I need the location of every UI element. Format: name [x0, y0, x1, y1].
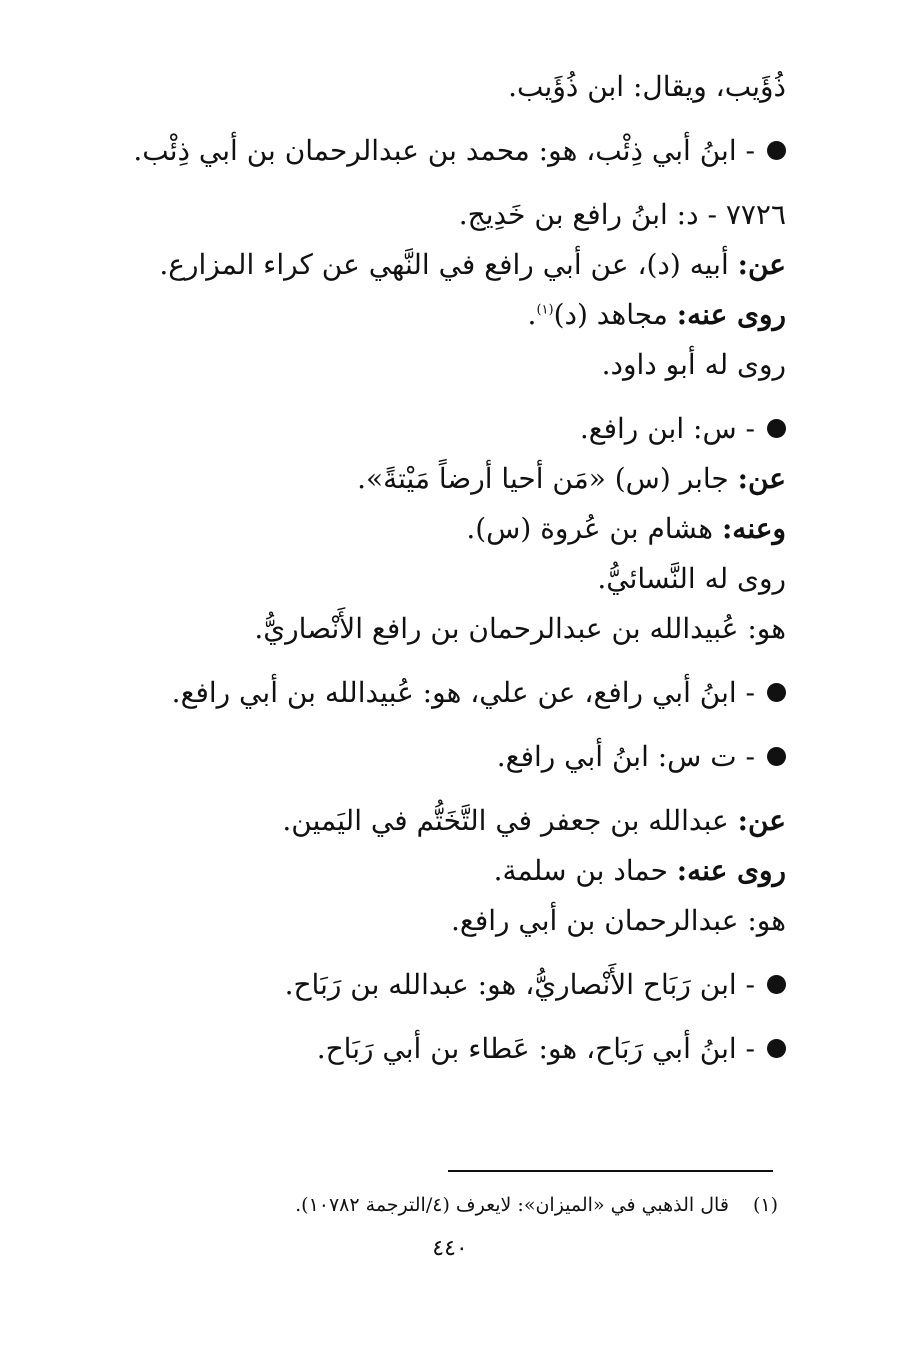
label-narrated-by: روى عنه: — [676, 298, 786, 331]
bullet-icon — [767, 683, 786, 702]
page-body — [70, 62, 786, 1074]
text-line: روى له النَّسائيُّ. — [597, 562, 786, 595]
footnote-number: (١) — [752, 1194, 778, 1216]
text-line — [70, 504, 786, 554]
text-line — [70, 454, 786, 504]
text-line: روى له أبو داود. — [601, 348, 786, 381]
label-narrated-by: روى عنه: — [676, 854, 786, 887]
entry-heading: ٧٧٢٦ - د: ابنُ رافع بن خَدِيج. — [458, 198, 786, 231]
line-text: هشام بن عُروة (س). — [466, 512, 722, 545]
label-from: عن: — [737, 462, 786, 495]
footnote — [250, 1190, 778, 1220]
bullet-entry — [70, 960, 786, 1010]
page-number: ٤٤٠ — [432, 1236, 468, 1261]
line-text: . — [527, 298, 537, 331]
bullet-entry — [70, 668, 786, 718]
entry-text: - ابنُ أبي رافع، عن علي، هو: عُبيدالله بن أبي رافع. — [171, 676, 755, 709]
line-text: حماد بن سلمة. — [493, 854, 677, 887]
bullet-entry — [70, 126, 786, 176]
bullet-icon — [767, 141, 786, 160]
text-line: هو: عُبيدالله بن عبدالرحمان بن رافع الأَنْصاريُّ. — [254, 612, 786, 645]
bullet-icon — [767, 975, 786, 994]
entry-text: - ابنُ أبي ذِئْب، هو: محمد بن عبدالرحمان بن أبي ذِئْب. — [133, 134, 755, 167]
text-line — [70, 240, 786, 290]
footnote-marker: (١) — [536, 302, 554, 318]
text-line: هو: عبدالرحمان بن أبي رافع. — [451, 904, 786, 937]
entry-text: - ابن رَبَاح الأَنْصاريُّ، هو: عبدالله بن رَبَاح. — [284, 968, 755, 1001]
line-text: مجاهد (د) — [553, 298, 677, 331]
bullet-entry — [70, 1024, 786, 1074]
label-from: عن: — [737, 248, 786, 281]
bullet-icon — [767, 747, 786, 766]
line-text: جابر (س) «مَن أحيا أرضاً مَيْتةً». — [357, 462, 738, 495]
bullet-entry — [70, 404, 786, 454]
label-and-from-him: وعنه: — [721, 512, 786, 545]
line-text: عبدالله بن جعفر في التَّخَتُّم في اليَمين. — [282, 804, 738, 837]
label-from: عن: — [737, 804, 786, 837]
text-line: ذُؤَيب، ويقال: ابن ذُؤَيب. — [508, 70, 786, 103]
line-text: أبيه (د)، عن أبي رافع في النَّهي عن كراء المزارع. — [159, 248, 738, 281]
bullet-icon — [767, 419, 786, 438]
text-line — [70, 846, 786, 896]
text-line — [70, 290, 786, 340]
entry-text: - ابنُ أبي رَبَاح، هو: عَطاء بن أبي رَبَاح. — [316, 1032, 755, 1065]
entry-text: - ت س: ابنُ أبي رافع. — [496, 740, 755, 773]
footnote-divider — [448, 1170, 773, 1172]
footnote-text: قال الذهبي في «الميزان»: لايعرف (٤/الترجمة ١٠٧٨٢). — [295, 1194, 729, 1216]
bullet-icon — [767, 1039, 786, 1058]
bullet-entry — [70, 732, 786, 782]
entry-text: - س: ابن رافع. — [579, 412, 755, 445]
text-line — [70, 796, 786, 846]
